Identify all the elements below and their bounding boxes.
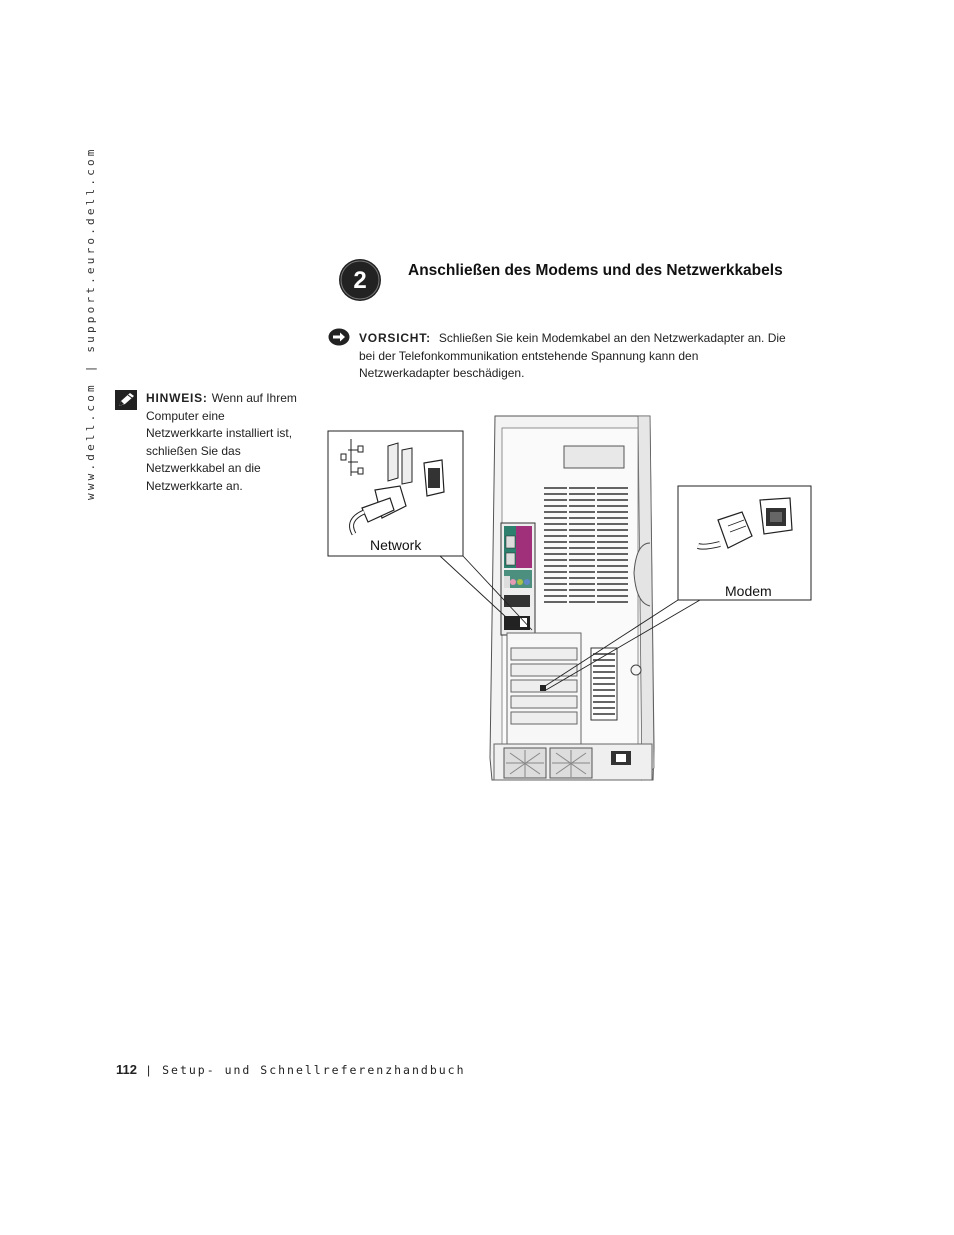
caution-label: VORSICHT: — [359, 331, 431, 345]
caution-text — [359, 330, 789, 383]
note-text — [146, 390, 298, 495]
caution-body: Schließen Sie kein Modemkabel an den Netzwerkadapter an. Die bei der Telefonkommunikation entstehende Spannung kann den Netzwerkadapter beschädigen. — [359, 331, 786, 380]
note-label: HINWEIS: — [146, 391, 208, 405]
note-body: Wenn auf Ihrem Computer eine Netzwerkkarte installiert ist, schließen Sie das Netzwerkkabel an die Netzwerkkarte an. — [146, 391, 297, 493]
caution-arrow-icon — [328, 328, 350, 346]
step-title: Anschließen des Modems und des Netzwerkkabels — [408, 262, 783, 279]
computer-rear-illustration — [320, 408, 820, 788]
computer-tower — [490, 416, 654, 780]
step-number-badge — [338, 258, 382, 302]
network-callout — [328, 431, 463, 556]
page-footer — [116, 1062, 466, 1077]
side-url: www.dell.com | support.euro.dell.com — [84, 146, 97, 500]
power-supply — [494, 744, 652, 780]
book-title: Setup- und Schnellreferenzhandbuch — [162, 1063, 466, 1077]
modem-label: Modem — [725, 583, 772, 599]
footer-separator: | — [146, 1063, 151, 1077]
modem-callout — [678, 486, 811, 600]
io-panel — [501, 523, 535, 635]
network-label: Network — [370, 537, 422, 553]
page-number: 112 — [116, 1062, 137, 1077]
step-number: 2 — [353, 267, 367, 294]
note-pencil-icon — [115, 390, 137, 410]
